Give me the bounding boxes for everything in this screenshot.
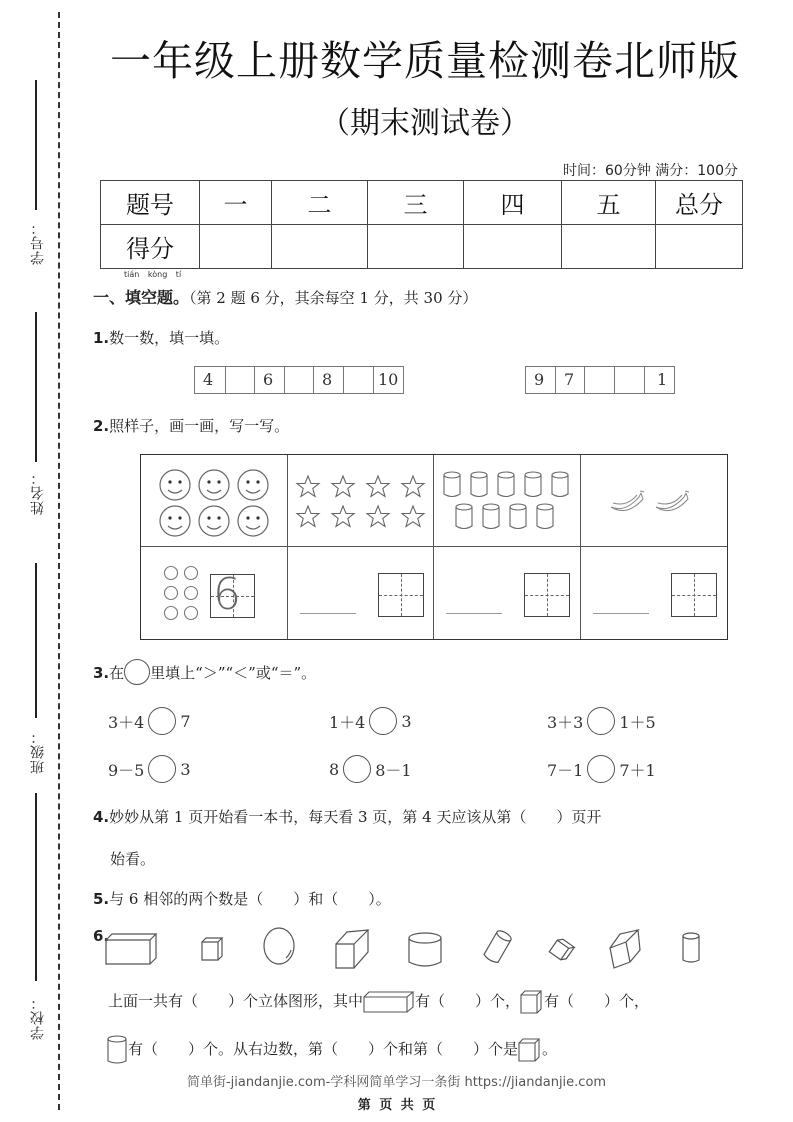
number-writing-box[interactable] xyxy=(378,573,424,617)
comparison-item xyxy=(329,755,412,783)
col-4: 四 xyxy=(464,181,562,225)
school-field[interactable] xyxy=(12,793,52,1063)
comparison-item xyxy=(108,707,191,735)
school-label: 学校： xyxy=(30,995,46,1040)
answer-cell-bananas xyxy=(581,547,728,639)
col-1: 一 xyxy=(200,181,272,225)
question-3-number: 3. xyxy=(93,664,110,682)
q6-line1-text-b: 有（ ）个， xyxy=(415,992,521,1010)
question-2-text: 照样子，画一画，写一写。 xyxy=(109,417,290,435)
comparison-right: 3 xyxy=(180,759,191,779)
drawing-blank-line[interactable] xyxy=(300,613,356,614)
picture-cell-stars xyxy=(288,455,435,547)
number-writing-box[interactable] xyxy=(671,573,717,617)
question-3 xyxy=(93,662,316,685)
answer-cell-cylinders xyxy=(434,547,581,639)
answer-circle[interactable] xyxy=(587,707,615,735)
comparison-right: 7 xyxy=(180,711,191,731)
question-1-text: 数一数，填一填。 xyxy=(109,329,230,347)
question-number-row xyxy=(101,181,743,225)
cylinder-cup-icon xyxy=(434,463,580,543)
seq-a-blank[interactable] xyxy=(344,367,374,393)
draw-write-grid xyxy=(140,454,728,640)
cube-icon xyxy=(520,990,544,1014)
time-score-info: 时间：60分钟 满分：100分 xyxy=(563,163,738,179)
question-1 xyxy=(93,327,229,348)
comparison-left: 1＋4 xyxy=(329,712,366,732)
solid-shapes-icon xyxy=(104,926,724,976)
question-4 xyxy=(93,806,601,827)
circle-icon xyxy=(124,659,150,685)
example-number: 6 xyxy=(213,569,241,620)
class-field[interactable] xyxy=(12,563,52,783)
picture-cell-bananas xyxy=(581,455,728,547)
score-cell-1[interactable] xyxy=(200,225,272,269)
row-header-question-number: 题号 xyxy=(101,181,200,225)
smiley-face-icon xyxy=(141,463,287,543)
name-field[interactable] xyxy=(12,312,52,522)
question-6-line2 xyxy=(106,1035,557,1065)
example-writing-box xyxy=(210,569,255,620)
seq-a-cell: 6 xyxy=(255,367,285,393)
answer-circle[interactable] xyxy=(148,707,176,735)
comparison-left: 8 xyxy=(329,759,340,779)
section-note: （第 2 题 6 分，其余每空 1 分，共 30 分） xyxy=(189,289,478,307)
seq-b-blank[interactable] xyxy=(615,367,645,393)
comparison-left: 9－5 xyxy=(108,760,145,780)
comparison-left: 3＋3 xyxy=(547,712,584,732)
score-cell-3[interactable] xyxy=(368,225,464,269)
question-1-number: 1. xyxy=(93,329,110,347)
solid-shapes-row xyxy=(104,926,724,974)
seq-b-cell: 7 xyxy=(556,367,585,393)
question-4-line2: 始看。 xyxy=(110,850,156,868)
comparison-left: 7－1 xyxy=(547,760,584,780)
cuboid-icon xyxy=(363,991,415,1013)
question-3-text-before: 在 xyxy=(109,664,125,682)
number-sequence-a xyxy=(194,366,404,394)
question-4-number: 4. xyxy=(93,808,110,826)
seq-b-cell: 9 xyxy=(526,367,556,393)
col-total: 总分 xyxy=(656,181,743,225)
answer-circle[interactable] xyxy=(587,755,615,783)
seq-a-cell: 4 xyxy=(195,367,226,393)
comparison-right: 7＋1 xyxy=(619,760,656,780)
question-6-line1 xyxy=(108,990,649,1014)
footer-page-number: 第 页 共 页 xyxy=(357,1098,436,1113)
section-heading xyxy=(93,285,477,308)
cylinder-icon xyxy=(106,1035,128,1065)
question-6-number: 6. xyxy=(93,927,110,945)
answer-circle[interactable] xyxy=(148,755,176,783)
picture-cell-smileys xyxy=(141,455,288,547)
col-3: 三 xyxy=(368,181,464,225)
col-2: 二 xyxy=(272,181,368,225)
page-title: 一年级上册数学质量检测卷北师版 xyxy=(110,37,740,85)
score-row xyxy=(101,225,743,269)
comparison-item xyxy=(547,707,656,735)
col-5: 五 xyxy=(562,181,656,225)
q6-line1-text-a: 上面一共有（ ）个立体图形，其中 xyxy=(108,992,364,1010)
comparison-item xyxy=(547,755,656,783)
answer-circle[interactable] xyxy=(369,707,397,735)
seq-b-cell: 1 xyxy=(657,370,668,389)
answer-circle[interactable] xyxy=(343,755,371,783)
question-5 xyxy=(93,888,391,909)
question-2 xyxy=(93,415,289,436)
page-subtitle: （期末测试卷） xyxy=(320,106,530,141)
name-label: 姓名： xyxy=(30,470,46,515)
cube-icon xyxy=(518,1038,542,1062)
q6-line2-text-b: 。 xyxy=(542,1040,558,1058)
example-cell xyxy=(141,547,288,639)
name-line xyxy=(35,312,37,462)
class-line xyxy=(35,563,37,718)
question-2-number: 2. xyxy=(93,417,110,435)
seq-a-cell: 10 xyxy=(378,370,399,389)
number-writing-box[interactable] xyxy=(524,573,570,617)
row-header-score: 得分 xyxy=(101,225,200,269)
question-5-text: 与 6 相邻的两个数是（ ）和（ ）。 xyxy=(109,890,391,908)
question-3-text-after: 里填上“＞”“＜”或“＝”。 xyxy=(150,664,317,682)
q6-line1-text-c: 有（ ）个， xyxy=(544,992,650,1010)
score-cell-2[interactable] xyxy=(272,225,368,269)
school-line xyxy=(35,793,37,981)
section-pinyin: tián kòng tí xyxy=(124,270,182,279)
comparison-right: 3 xyxy=(401,711,412,731)
comparison-item xyxy=(329,707,412,735)
section-title: 一、填空题。 xyxy=(93,288,190,307)
comparison-item xyxy=(108,755,191,783)
seq-b-blank[interactable] xyxy=(585,367,615,393)
picture-cell-cylinders xyxy=(434,455,581,547)
comparison-right: 8－1 xyxy=(375,760,412,780)
drawing-blank-line[interactable] xyxy=(446,613,502,614)
binding-dashed-line xyxy=(58,12,60,1110)
banana-icon xyxy=(581,463,727,543)
student-number-field[interactable] xyxy=(12,80,52,270)
star-icon xyxy=(288,463,434,543)
score-cell-5[interactable] xyxy=(562,225,656,269)
q6-line2-text-a: 有（ ）个。从右边数，第（ ）个和第（ ）个是 xyxy=(128,1040,519,1058)
footer-site-text: 简单街-jiandanjie.com-学科网简单学习一条街 https://jiandanjie.com xyxy=(186,1075,607,1090)
question-5-number: 5. xyxy=(93,890,110,908)
score-cell-total[interactable] xyxy=(656,225,743,269)
student-number-line xyxy=(35,80,37,210)
drawing-blank-line[interactable] xyxy=(593,613,649,614)
number-sequence-b xyxy=(525,366,675,394)
student-number-label: 学号： xyxy=(30,220,46,265)
answer-cell-stars xyxy=(288,547,435,639)
seq-a-blank[interactable] xyxy=(285,367,314,393)
question-4-text-line1: 妙妙从第 1 页开始看一本书，每天看 3 页，第 4 天应该从第（ ）页开 xyxy=(109,808,602,826)
class-label: 班级： xyxy=(30,729,46,774)
score-table xyxy=(100,180,743,269)
seq-a-cell: 8 xyxy=(314,367,344,393)
score-cell-4[interactable] xyxy=(464,225,562,269)
seq-a-blank[interactable] xyxy=(226,367,255,393)
comparison-right: 1＋5 xyxy=(619,712,656,732)
comparison-left: 3＋4 xyxy=(108,712,145,732)
